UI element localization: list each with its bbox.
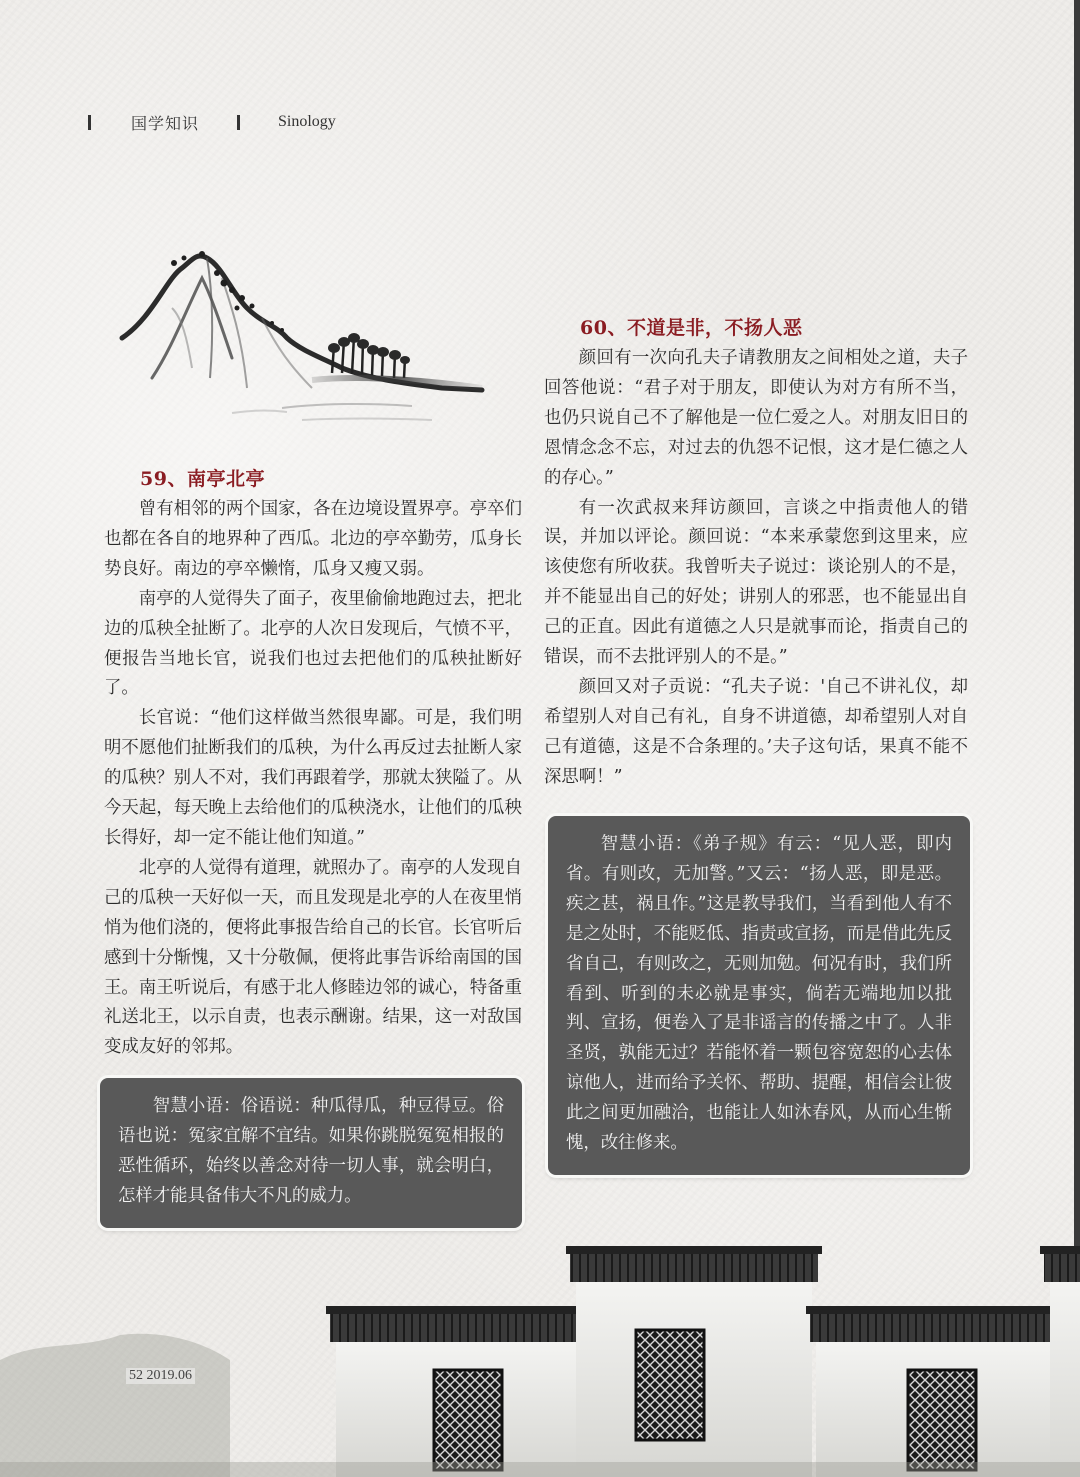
wisdom-tip-text: 智慧小语：《弟子规》有云：“见人恶，即内省。有则改，无加警。”又云：“扬人恶，即是恶。疾之甚，祸且作。”这是教导我们，当看到他人有不是之处时，不能贬低、指责或宣扬，而是借此先反省自己，有则改之，无则加勉。何况有时，我们所看到、听到的未必就是事实，倘若无端地加以批判、宣扬，便卷入了是非谣言的传播之中了。人非圣贤，孰能无过？若能怀着一颗包容宽恕的心去体谅他人，进而给予关怀、帮助、提醒，相信会让彼此之间更加融洽，也能让人如沐春风，从而心生惭愧，改往修来。 [566,834,952,1154]
header-divider [88,115,91,130]
story-59-title: 59、南亭北亭 [140,468,265,490]
ink-landscape-illustration [112,238,512,458]
running-header [88,110,336,134]
story-60-title: 60、不道是非，不扬人恶 [580,317,803,339]
story-59-paragraph: 北亭的人觉得有道理，就照办了。南亭的人发现自己的瓜秧一天好似一天，而且发现是北亭的人在夜里悄悄为他们浇的，便将此事报告给自己的长官。长官听后感到十分惭愧，又十分敬佩，便将此事告诉给南国的国王。南王听说后，有感于北人修睦边邻的诚心，特备重礼送北王，以示自责，也表示酬谢。结果，这一对敌国变成友好的邻邦。 [104,857,522,1058]
story-59-paragraph: 曾有相邻的两个国家，各在边境设置界亭。亭卒们也都在各自的地界种了西瓜。北边的亭卒勤劳，瓜身长势良好。南边的亭卒懒惰，瓜身又瘦又弱。 [104,499,522,579]
story-60 [544,312,968,793]
story-59 [104,463,522,1063]
architecture-illustration [0,1240,1080,1477]
section-title-en: Sinology [278,113,336,130]
page-footer: 52 2019.06 [126,1368,195,1384]
story-60-paragraph: 颜回有一次向孔夫子请教朋友之间相处之道，夫子回答他说：“君子对于朋友，即使认为对方有所不当，也仍只说自己不了解他是一位仁爱之人。对朋友旧日的恩情念念不忘，对过去的仇怨不记恨，这才是仁德之人的存心。” [544,348,968,488]
wisdom-tip-text: 智慧小语：俗语说：种瓜得瓜，种豆得豆。俗语也说：冤家宜解不宜结。如果你跳脱冤冤相报的恶性循环，始终以善念对待一切人事，就会明白，怎样才能具备伟大不凡的威力。 [118,1096,504,1206]
header-divider [237,115,240,130]
story-60-paragraph: 颜回又对子贡说：“孔夫子说：'自己不讲礼仪，却希望别人对自己有礼，自身不讲道德，却希望别人对自己有道德，这是不合条理的。’夫子这句话，果真不能不深思啊！” [544,676,968,787]
wisdom-tip-59 [100,1078,522,1228]
story-59-paragraph: 长官说：“他们这样做当然很卑鄙。可是，我们明明不愿他们扯断我们的瓜秧，为什么再反过去扯断人家的瓜秧？别人不对，我们再跟着学，那就太狭隘了。从今天起，每天晚上去给他们的瓜秧浇水，让他们的瓜秧长得好，却一定不能让他们知道。” [104,708,522,848]
story-60-paragraph: 有一次武叔来拜访颜回，言谈之中指责他人的错误，并加以评论。颜回说：“本来承蒙您到这里来，应该使您有所收获。我曾听夫子说过：谈论别人的不是，并不能显出自己的好处；讲别人的邪恶，也不能显出自己的正直。因此有道德之人只是就事而论，指责自己的错误，而不去批评别人的不是。” [544,497,968,668]
wisdom-tip-60 [548,816,970,1175]
story-59-paragraph: 南亭的人觉得失了面子，夜里偷偷地跑过去，把北边的瓜秧全扯断了。北亭的人次日发现后，气愤不平，便报告当地长官，说我们也过去把他们的瓜秧扯断好了。 [104,588,522,699]
section-title-cn: 国学知识 [131,113,200,133]
